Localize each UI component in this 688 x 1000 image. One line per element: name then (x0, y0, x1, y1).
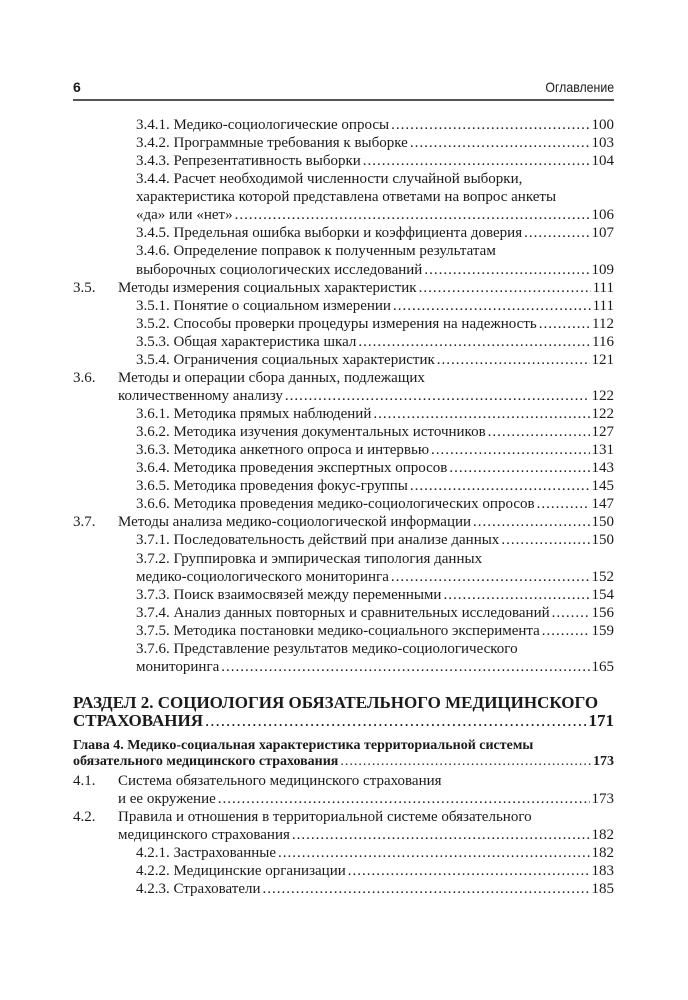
entry-title: 3.7.3. Поиск взаимосвязей между переменными (136, 586, 442, 603)
page-number: 6 (73, 79, 81, 95)
dot-leader (539, 315, 590, 333)
entry-title: Правила и отношения в территориальной системе обязательного (118, 809, 532, 826)
entry-title: 3.4.1. Медико-социологические опросы (136, 117, 390, 133)
entry-title: 3.6.6. Методика проведения медико-социологических опросов (136, 496, 535, 513)
entry-title: 3.5.3. Общая характеристика шкал (136, 333, 357, 350)
dot-leader (524, 224, 589, 242)
dot-leader (393, 297, 591, 315)
entry-title: 3.7.6. Представление результатов медико-социологического (136, 640, 518, 657)
entry-title: 3.5.1. Понятие о социальном измерении (136, 297, 391, 314)
entry-title: мониторинга (136, 658, 220, 675)
toc-entry (73, 772, 614, 808)
toc-entry (73, 134, 614, 152)
dot-leader (473, 513, 589, 531)
dot-leader (410, 477, 590, 495)
entry-title: характеристика которой представлена ответами на вопрос анкеты (136, 189, 557, 206)
entry-title: РАЗДЕЛ 2. СОЦИОЛОГИЯ ОБЯЗАТЕЛЬНОГО МЕДИЦИНСКОГО (73, 692, 599, 712)
entry-page: 116 (592, 333, 614, 350)
toc-entry (73, 333, 614, 351)
toc-entry (73, 862, 614, 880)
entry-page: 171 (588, 710, 614, 730)
entry-title: медико-социологического мониторинга (136, 568, 389, 585)
toc-entry (73, 880, 614, 898)
entry-title: 3.7.1. Последовательность действий при анализе данных (136, 532, 500, 549)
entry-title: «да» или «нет» (136, 207, 233, 224)
entry-title: 3.7.2. Группировка и эмпирическая типология данных (136, 550, 483, 567)
entry-page: 103 (591, 135, 614, 152)
entry-number: 3.7. (73, 514, 96, 531)
entry-page: 182 (591, 845, 614, 862)
dot-leader (552, 604, 590, 622)
entry-page: 145 (591, 478, 614, 495)
entry-page: 183 (591, 863, 614, 880)
entry-title: Методы измерения социальных характеристик (118, 279, 417, 296)
entry-page: 100 (591, 117, 614, 133)
entry-title: 3.4.2. Программные требования к выборке (136, 135, 408, 152)
dot-leader (235, 206, 590, 224)
entry-page: 173 (593, 754, 614, 770)
toc-entry (73, 351, 614, 369)
toc-entry (73, 297, 614, 315)
entry-title: количественному анализу (118, 387, 283, 404)
toc-entry (73, 369, 614, 405)
running-title: Оглавление (545, 79, 614, 95)
toc-entry (73, 808, 614, 844)
toc-entry (73, 586, 614, 604)
dot-leader (285, 387, 590, 405)
entry-title: обязательного медицинского страхования (73, 754, 339, 770)
entry-title: и ее окружение (118, 791, 216, 807)
toc-entry (73, 477, 614, 495)
entry-page: 150 (591, 532, 614, 549)
entry-page: 150 (591, 514, 614, 531)
dot-leader (501, 531, 589, 549)
entry-page: 111 (592, 279, 614, 296)
entry-page: 107 (591, 225, 614, 242)
entry-page: 106 (591, 207, 614, 224)
dot-leader (542, 622, 590, 640)
entry-title: 3.4.3. Репрезентативность выборки (136, 153, 361, 170)
toc-entry (73, 531, 614, 549)
entry-title: 3.4.5. Предельная ошибка выборки и коэффициента доверия (136, 225, 523, 242)
entry-page: 109 (591, 261, 614, 278)
entry-page: 127 (591, 424, 614, 441)
entry-page: 152 (591, 568, 614, 585)
dot-leader (363, 152, 590, 170)
entry-page: 112 (592, 315, 614, 332)
table-of-contents (73, 116, 614, 898)
dot-leader (292, 826, 590, 844)
entry-title: 3.7.5. Методика постановки медико-социального эксперимента (136, 622, 540, 639)
dot-leader (537, 495, 590, 513)
toc-entry (73, 495, 614, 513)
entry-page: 111 (592, 297, 614, 314)
entry-title: 3.6.2. Методика изучения документальных источников (136, 424, 486, 441)
entry-number: 3.6. (73, 369, 96, 386)
entry-page: 143 (591, 460, 614, 477)
toc-entry (73, 604, 614, 622)
entry-page: 121 (591, 351, 614, 368)
dot-leader (391, 116, 589, 134)
dot-leader (449, 459, 589, 477)
entry-title: 3.4.6. Определение поправок к полученным результатам (136, 243, 496, 260)
entry-title: Система обязательного медицинского страхования (118, 772, 442, 789)
entry-title: 3.7.4. Анализ данных повторных и сравнительных исследований (136, 604, 550, 621)
toc-entry (73, 279, 614, 297)
dot-leader (424, 261, 589, 279)
dot-leader (340, 754, 591, 771)
entry-title: медицинского страхования (118, 827, 290, 844)
dot-leader (437, 351, 590, 369)
entry-title: 4.2.1. Застрахованные (136, 845, 276, 862)
entry-page: 156 (591, 604, 614, 621)
entry-title: Методы и операции сбора данных, подлежащих (118, 369, 425, 386)
dot-leader (205, 712, 586, 730)
entry-page: 122 (591, 406, 614, 422)
toc-chapter (73, 738, 614, 771)
dot-leader (278, 844, 590, 862)
entry-number: 4.2. (73, 809, 96, 826)
entry-number: 3.5. (73, 279, 96, 296)
entry-page: 173 (591, 791, 614, 807)
entry-page: 154 (591, 586, 614, 603)
entry-title: выборочных социологических исследований (136, 261, 423, 278)
dot-leader (443, 586, 589, 604)
dot-leader (488, 423, 590, 441)
dot-leader (410, 134, 590, 152)
dot-leader (348, 862, 590, 880)
dot-leader (431, 441, 589, 459)
entry-title: Глава 4. Медико-социальная характеристика территориальной системы (73, 737, 534, 753)
toc-entry (73, 242, 614, 278)
toc-entry (73, 116, 614, 134)
toc-entry (73, 224, 614, 242)
toc-entry (73, 622, 614, 640)
entry-number: 4.1. (73, 772, 96, 789)
entry-title: 4.2.3. Страхователи (136, 881, 261, 898)
toc-entry (73, 152, 614, 170)
entry-title: 4.2.2. Медицинские организации (136, 863, 346, 880)
entry-page: 182 (591, 827, 614, 844)
entry-title: 3.4.4. Расчет необходимой численности случайной выборки, (136, 171, 523, 188)
toc-entry (73, 441, 614, 459)
dot-leader (419, 279, 591, 297)
toc-entry (73, 423, 614, 441)
entry-title: Методы анализа медико-социологической информации (118, 514, 472, 531)
toc-section (73, 694, 614, 730)
toc-entry (73, 170, 614, 224)
entry-page: 165 (591, 658, 614, 675)
dot-leader (263, 880, 590, 898)
entry-title: 3.6.5. Методика проведения фокус-группы (136, 478, 408, 495)
entry-page: 104 (591, 153, 614, 170)
entry-title: СТРАХОВАНИЯ (73, 710, 204, 730)
dot-leader (218, 790, 590, 808)
toc-entry (73, 844, 614, 862)
dot-leader (391, 568, 590, 586)
toc-entry (73, 315, 614, 333)
toc-entry (73, 459, 614, 477)
entry-page: 122 (591, 387, 614, 404)
toc-entry (73, 405, 614, 423)
entry-title: 3.6.4. Методика проведения экспертных опросов (136, 460, 448, 477)
toc-entry (73, 640, 614, 676)
dot-leader (358, 333, 590, 351)
dot-leader (221, 658, 589, 676)
entry-title: 3.5.2. Способы проверки процедуры измерения на надежность (136, 315, 537, 332)
entry-page: 147 (591, 496, 614, 513)
entry-title: 3.6.1. Методика прямых наблюдений (136, 406, 372, 422)
toc-entry (73, 513, 614, 531)
entry-page: 159 (591, 622, 614, 639)
running-header (73, 79, 614, 101)
entry-title: 3.5.4. Ограничения социальных характеристик (136, 351, 435, 368)
entry-page: 185 (591, 881, 614, 898)
entry-title: 3.6.3. Методика анкетного опроса и интервью (136, 442, 430, 459)
entry-page: 131 (591, 442, 614, 459)
toc-entry (73, 550, 614, 586)
dot-leader (373, 405, 589, 423)
